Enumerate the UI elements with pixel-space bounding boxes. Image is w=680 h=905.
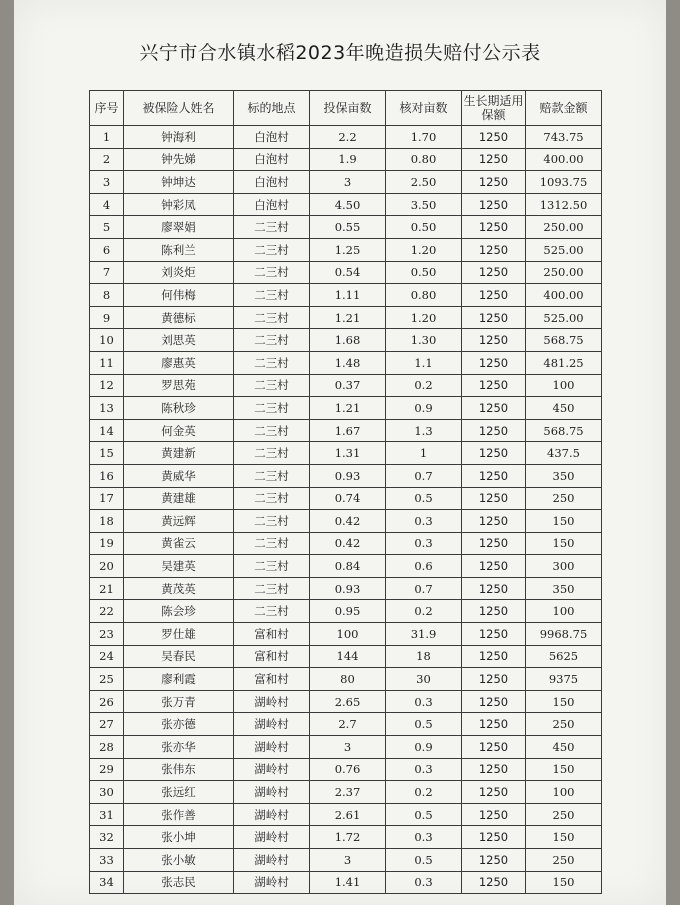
growth-coverage: 1250 (462, 600, 526, 623)
compensation-amount: 150 (526, 826, 602, 849)
location: 白泡村 (234, 148, 310, 171)
compensation-amount: 250.00 (526, 216, 602, 239)
table-row (90, 668, 602, 691)
insured-name: 钟海利 (124, 126, 234, 149)
verified-acreage: 1.20 (386, 306, 462, 329)
insured-acreage: 100 (310, 623, 386, 646)
compensation-amount: 150 (526, 690, 602, 713)
insured-name: 张远红 (124, 781, 234, 804)
insured-acreage: 0.76 (310, 758, 386, 781)
header-insured-acreage: 投保亩数 (310, 91, 386, 126)
growth-coverage: 1250 (462, 803, 526, 826)
row-index: 34 (90, 871, 124, 894)
insured-acreage: 2.2 (310, 126, 386, 149)
insured-acreage: 0.55 (310, 216, 386, 239)
growth-coverage: 1250 (462, 216, 526, 239)
location: 二三村 (234, 397, 310, 420)
verified-acreage: 0.50 (386, 216, 462, 239)
location: 湖岭村 (234, 781, 310, 804)
compensation-amount: 568.75 (526, 329, 602, 352)
row-index: 2 (90, 148, 124, 171)
insured-acreage: 0.93 (310, 577, 386, 600)
row-index: 28 (90, 736, 124, 759)
insured-acreage: 0.95 (310, 600, 386, 623)
verified-acreage: 1.1 (386, 351, 462, 374)
location: 富和村 (234, 623, 310, 646)
verified-acreage: 1.20 (386, 238, 462, 261)
insured-name: 陈会珍 (124, 600, 234, 623)
verified-acreage: 0.3 (386, 532, 462, 555)
location: 湖岭村 (234, 849, 310, 872)
insured-acreage: 2.65 (310, 690, 386, 713)
compensation-amount: 743.75 (526, 126, 602, 149)
location: 湖岭村 (234, 713, 310, 736)
verified-acreage: 0.80 (386, 284, 462, 307)
compensation-amount: 400.00 (526, 284, 602, 307)
insured-name: 廖惠英 (124, 351, 234, 374)
insured-acreage: 1.72 (310, 826, 386, 849)
location: 二三村 (234, 510, 310, 533)
insured-acreage: 3 (310, 736, 386, 759)
row-index: 15 (90, 442, 124, 465)
insured-name: 廖翠娟 (124, 216, 234, 239)
document-title: 兴宁市合水镇水稻2023年晚造损失赔付公示表 (139, 42, 541, 64)
row-index: 5 (90, 216, 124, 239)
insured-name: 张小坤 (124, 826, 234, 849)
growth-coverage: 1250 (462, 826, 526, 849)
table-row (90, 464, 602, 487)
verified-acreage: 0.2 (386, 374, 462, 397)
verified-acreage: 3.50 (386, 193, 462, 216)
growth-coverage: 1250 (462, 849, 526, 872)
verified-acreage: 1 (386, 442, 462, 465)
verified-acreage: 0.3 (386, 510, 462, 533)
insured-name: 黄雀云 (124, 532, 234, 555)
verified-acreage: 1.3 (386, 419, 462, 442)
verified-acreage: 2.50 (386, 171, 462, 194)
table-row (90, 419, 602, 442)
table-row (90, 781, 602, 804)
location: 白泡村 (234, 126, 310, 149)
insured-name: 吴建英 (124, 555, 234, 578)
compensation-amount: 150 (526, 510, 602, 533)
insured-acreage: 1.68 (310, 329, 386, 352)
table-row (90, 171, 602, 194)
verified-acreage: 0.7 (386, 464, 462, 487)
row-index: 33 (90, 849, 124, 872)
location: 二三村 (234, 306, 310, 329)
insured-name: 张伟东 (124, 758, 234, 781)
insured-acreage: 0.74 (310, 487, 386, 510)
verified-acreage: 1.30 (386, 329, 462, 352)
row-index: 6 (90, 238, 124, 261)
row-index: 27 (90, 713, 124, 736)
verified-acreage: 0.5 (386, 713, 462, 736)
growth-coverage: 1250 (462, 623, 526, 646)
compensation-amount: 250 (526, 487, 602, 510)
table-row (90, 374, 602, 397)
insured-name: 陈利兰 (124, 238, 234, 261)
table-row (90, 148, 602, 171)
compensation-amount: 525.00 (526, 306, 602, 329)
insured-acreage: 2.7 (310, 713, 386, 736)
growth-coverage: 1250 (462, 736, 526, 759)
insured-name: 何金英 (124, 419, 234, 442)
growth-coverage: 1250 (462, 171, 526, 194)
row-index: 4 (90, 193, 124, 216)
compensation-amount: 250 (526, 849, 602, 872)
location: 富和村 (234, 668, 310, 691)
location: 二三村 (234, 374, 310, 397)
insured-acreage: 3 (310, 849, 386, 872)
growth-coverage: 1250 (462, 510, 526, 533)
location: 富和村 (234, 645, 310, 668)
insured-name: 罗思苑 (124, 374, 234, 397)
insured-name: 钟坤达 (124, 171, 234, 194)
verified-acreage: 0.50 (386, 261, 462, 284)
growth-coverage: 1250 (462, 126, 526, 149)
insured-name: 黄建雄 (124, 487, 234, 510)
growth-coverage: 1250 (462, 713, 526, 736)
header-location: 标的地点 (234, 91, 310, 126)
table-row (90, 758, 602, 781)
insured-name: 吴春民 (124, 645, 234, 668)
insured-acreage: 0.37 (310, 374, 386, 397)
table-row (90, 555, 602, 578)
insured-name: 张亦德 (124, 713, 234, 736)
row-index: 11 (90, 351, 124, 374)
table-row (90, 261, 602, 284)
location: 湖岭村 (234, 736, 310, 759)
row-index: 7 (90, 261, 124, 284)
row-index: 8 (90, 284, 124, 307)
table-row (90, 623, 602, 646)
verified-acreage: 0.5 (386, 487, 462, 510)
location: 白泡村 (234, 171, 310, 194)
insured-acreage: 0.93 (310, 464, 386, 487)
growth-coverage: 1250 (462, 329, 526, 352)
insured-name: 钟彩凤 (124, 193, 234, 216)
compensation-amount: 450 (526, 397, 602, 420)
verified-acreage: 0.2 (386, 600, 462, 623)
growth-coverage: 1250 (462, 781, 526, 804)
compensation-amount: 5625 (526, 645, 602, 668)
compensation-amount: 100 (526, 781, 602, 804)
compensation-table (89, 90, 602, 894)
insured-name: 黄建新 (124, 442, 234, 465)
growth-coverage: 1250 (462, 464, 526, 487)
table-row (90, 487, 602, 510)
location: 二三村 (234, 532, 310, 555)
location: 二三村 (234, 487, 310, 510)
insured-name: 钟先娣 (124, 148, 234, 171)
table-row (90, 532, 602, 555)
table-row (90, 193, 602, 216)
insured-acreage: 1.31 (310, 442, 386, 465)
verified-acreage: 0.5 (386, 803, 462, 826)
row-index: 9 (90, 306, 124, 329)
growth-coverage: 1250 (462, 442, 526, 465)
header-compensation-amount: 赔款金额 (526, 91, 602, 126)
compensation-amount: 350 (526, 464, 602, 487)
insured-name: 黄威华 (124, 464, 234, 487)
location: 湖岭村 (234, 803, 310, 826)
row-index: 26 (90, 690, 124, 713)
table-row (90, 577, 602, 600)
insured-name: 刘思英 (124, 329, 234, 352)
location: 二三村 (234, 216, 310, 239)
row-index: 21 (90, 577, 124, 600)
growth-coverage: 1250 (462, 532, 526, 555)
insured-acreage: 1.25 (310, 238, 386, 261)
row-index: 18 (90, 510, 124, 533)
compensation-amount: 250.00 (526, 261, 602, 284)
compensation-amount: 9968.75 (526, 623, 602, 646)
row-index: 30 (90, 781, 124, 804)
table-row (90, 690, 602, 713)
row-index: 29 (90, 758, 124, 781)
verified-acreage: 1.70 (386, 126, 462, 149)
insured-name: 何伟梅 (124, 284, 234, 307)
growth-coverage: 1250 (462, 668, 526, 691)
location: 湖岭村 (234, 690, 310, 713)
growth-coverage: 1250 (462, 555, 526, 578)
table-row (90, 216, 602, 239)
row-index: 22 (90, 600, 124, 623)
verified-acreage: 0.9 (386, 397, 462, 420)
location: 白泡村 (234, 193, 310, 216)
insured-name: 廖利霞 (124, 668, 234, 691)
table-row (90, 645, 602, 668)
table-row (90, 306, 602, 329)
table-row (90, 871, 602, 894)
growth-coverage: 1250 (462, 238, 526, 261)
compensation-amount: 1312.50 (526, 193, 602, 216)
location: 二三村 (234, 442, 310, 465)
row-index: 13 (90, 397, 124, 420)
location: 湖岭村 (234, 871, 310, 894)
verified-acreage: 18 (386, 645, 462, 668)
growth-coverage: 1250 (462, 577, 526, 600)
insured-acreage: 1.41 (310, 871, 386, 894)
compensation-amount: 525.00 (526, 238, 602, 261)
compensation-amount: 1093.75 (526, 171, 602, 194)
compensation-amount: 481.25 (526, 351, 602, 374)
growth-coverage: 1250 (462, 193, 526, 216)
insured-name: 刘炎炬 (124, 261, 234, 284)
insured-name: 张万青 (124, 690, 234, 713)
row-index: 1 (90, 126, 124, 149)
growth-coverage: 1250 (462, 148, 526, 171)
location: 二三村 (234, 600, 310, 623)
insured-name: 黄茂英 (124, 577, 234, 600)
location: 二三村 (234, 238, 310, 261)
insured-name: 罗仕雄 (124, 623, 234, 646)
verified-acreage: 31.9 (386, 623, 462, 646)
insured-acreage: 1.48 (310, 351, 386, 374)
compensation-amount: 150 (526, 532, 602, 555)
row-index: 24 (90, 645, 124, 668)
insured-acreage: 4.50 (310, 193, 386, 216)
row-index: 19 (90, 532, 124, 555)
growth-coverage: 1250 (462, 351, 526, 374)
insured-acreage: 0.54 (310, 261, 386, 284)
location: 二三村 (234, 261, 310, 284)
header-verified-acreage: 核对亩数 (386, 91, 462, 126)
verified-acreage: 0.3 (386, 690, 462, 713)
table-row (90, 126, 602, 149)
verified-acreage: 0.9 (386, 736, 462, 759)
insured-name: 黄远辉 (124, 510, 234, 533)
insured-acreage: 0.42 (310, 532, 386, 555)
verified-acreage: 0.3 (386, 758, 462, 781)
insured-name: 张作善 (124, 803, 234, 826)
growth-coverage: 1250 (462, 487, 526, 510)
location: 二三村 (234, 329, 310, 352)
row-index: 16 (90, 464, 124, 487)
insured-name: 黄德标 (124, 306, 234, 329)
compensation-amount: 350 (526, 577, 602, 600)
insured-acreage: 1.9 (310, 148, 386, 171)
growth-coverage: 1250 (462, 690, 526, 713)
compensation-amount: 437.5 (526, 442, 602, 465)
verified-acreage: 0.80 (386, 148, 462, 171)
growth-coverage: 1250 (462, 645, 526, 668)
insured-acreage: 1.21 (310, 306, 386, 329)
row-index: 10 (90, 329, 124, 352)
insured-acreage: 1.21 (310, 397, 386, 420)
verified-acreage: 0.5 (386, 849, 462, 872)
compensation-amount: 450 (526, 736, 602, 759)
table-row (90, 510, 602, 533)
verified-acreage: 0.2 (386, 781, 462, 804)
growth-coverage: 1250 (462, 871, 526, 894)
location: 湖岭村 (234, 758, 310, 781)
insured-acreage: 0.42 (310, 510, 386, 533)
insured-acreage: 1.67 (310, 419, 386, 442)
compensation-amount: 568.75 (526, 419, 602, 442)
location: 二三村 (234, 351, 310, 374)
table-row (90, 397, 602, 420)
location: 二三村 (234, 555, 310, 578)
growth-coverage: 1250 (462, 306, 526, 329)
growth-coverage: 1250 (462, 284, 526, 307)
header-index: 序号 (90, 91, 124, 126)
growth-coverage: 1250 (462, 374, 526, 397)
table-row (90, 849, 602, 872)
verified-acreage: 30 (386, 668, 462, 691)
row-index: 31 (90, 803, 124, 826)
location: 湖岭村 (234, 826, 310, 849)
table-row (90, 351, 602, 374)
table-row (90, 826, 602, 849)
compensation-amount: 100 (526, 374, 602, 397)
compensation-amount: 150 (526, 871, 602, 894)
insured-acreage: 3 (310, 171, 386, 194)
compensation-amount: 9375 (526, 668, 602, 691)
verified-acreage: 0.7 (386, 577, 462, 600)
table-row (90, 600, 602, 623)
verified-acreage: 0.6 (386, 555, 462, 578)
verified-acreage: 0.3 (386, 826, 462, 849)
growth-coverage: 1250 (462, 758, 526, 781)
insured-acreage: 1.11 (310, 284, 386, 307)
row-index: 25 (90, 668, 124, 691)
insured-name: 张亦华 (124, 736, 234, 759)
table-row (90, 329, 602, 352)
row-index: 12 (90, 374, 124, 397)
table-row (90, 736, 602, 759)
insured-name: 张小敏 (124, 849, 234, 872)
verified-acreage: 0.3 (386, 871, 462, 894)
document-sheet (14, 0, 666, 905)
table-row (90, 713, 602, 736)
header-growth-coverage: 生长期适用保额 (462, 91, 526, 126)
compensation-amount: 250 (526, 803, 602, 826)
insured-name: 张志民 (124, 871, 234, 894)
location: 二三村 (234, 284, 310, 307)
location: 二三村 (234, 464, 310, 487)
insured-name: 陈秋珍 (124, 397, 234, 420)
location: 二三村 (234, 577, 310, 600)
row-index: 23 (90, 623, 124, 646)
row-index: 20 (90, 555, 124, 578)
row-index: 32 (90, 826, 124, 849)
insured-acreage: 144 (310, 645, 386, 668)
insured-acreage: 0.84 (310, 555, 386, 578)
table-row (90, 442, 602, 465)
compensation-amount: 400.00 (526, 148, 602, 171)
table-row (90, 284, 602, 307)
location: 二三村 (234, 419, 310, 442)
row-index: 17 (90, 487, 124, 510)
compensation-amount: 300 (526, 555, 602, 578)
growth-coverage: 1250 (462, 397, 526, 420)
compensation-amount: 100 (526, 600, 602, 623)
header-insured-name: 被保险人姓名 (124, 91, 234, 126)
row-index: 14 (90, 419, 124, 442)
compensation-amount: 250 (526, 713, 602, 736)
row-index: 3 (90, 171, 124, 194)
growth-coverage: 1250 (462, 261, 526, 284)
table-row (90, 238, 602, 261)
insured-acreage: 2.61 (310, 803, 386, 826)
insured-acreage: 2.37 (310, 781, 386, 804)
compensation-amount: 150 (526, 758, 602, 781)
table-row (90, 803, 602, 826)
growth-coverage: 1250 (462, 419, 526, 442)
table-header-row (90, 91, 602, 126)
insured-acreage: 80 (310, 668, 386, 691)
